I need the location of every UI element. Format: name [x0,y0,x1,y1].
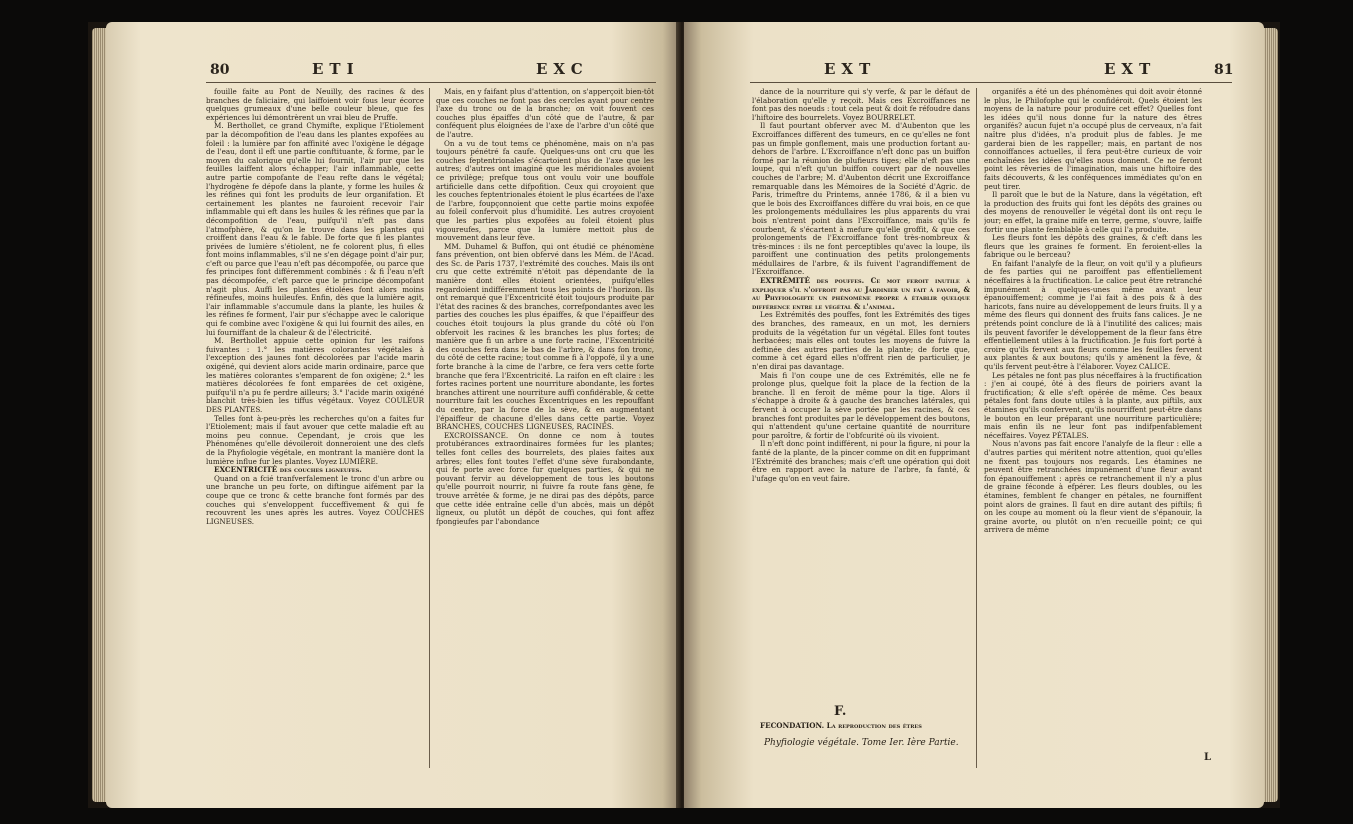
page-edges-right [1264,28,1278,802]
paragraph: fouille faite au Pont de Neuilly, des racines & des branches de faliciaire, qui laiffoient voir fous leur écorce quelques grumeaux d'une belle couleur bleue, que fes expériences lui démontrèrent un vrai bleu de Pruffe. [206,88,424,122]
running-head-right-col2: EXT [1104,60,1157,78]
section-letter: F. [834,704,847,719]
paragraph: M. Berthollet, ce grand Chymifte, explique l'Etiolement par la décompofition de l'eau dans les plantes expofées au foleil : la lumière par fon affinité avec l'oxigène le dégage de l'eau, dont il eft une partie conftituante, & forme, par le moyen du calorique qu'elle lui fournit, l'air pur que les feuilles laiffent alors échapper; l'air inflammable, cette autre partie compofante de l'eau refte dans le végétal; l'hydrogène fe dépofe dans la plante, y forme les huiles & les réfines qui font les produits de leur organifation. Et certainement les plantes ne fauroient recevoir l'air inflammable qui eft dans les huiles & les réfines que par la décompofition de l'eau, puifqu'il n'eft pas dans l'atmofphère, & qu'on le trouve dans les plantes qui croiffent dans l'eau & le fable. De forte que fi les plantes privées de lumière s'étiolent, ne fe colorent plus, fi elles font moins inflammables, s'il ne s'en dégage point d'air pur, c'eft ou parce que l'eau n'eft pas décompofée, ou parce que fes principes font différemment combinés : & fi l'eau n'eft pas décompofée, c'eft parce que le principe décompofant n'agit plus. Auffi les plantes étiolées font alors moins réfineufes, moins huileufes. Enfin, dès que la lumière agit, l'air inflammable s'accumule dans la plante, les huiles & les réfines fe forment, l'air pur s'échappe avec le calorique qui fe combine avec l'oxigène & qui lui fournit des ailes, en lui fourniffant de la chaleur & de l'électricité. [206,121,424,337]
paragraph: On a vu de tout tems ce phénomène, mais on n'a pas toujours pénétré fa caufe. Quelques-uns ont cru que les couches feptentrionales s'écartoient plus de l'axe que les autres; d'autres ont imaginé que les méridionales avoient ce privilège; prefque tous ont voulu voir une bouffole artificielle dans cette difpofition. Ceux qui croyoient que les couches feptentrionales étoient le plus écartées de l'axe de l'arbre, foupçonnoient que cette partie moins expofée au foleil confervoit plus d'humidité. Les autres croyoient que les parties plus expofées au foleil étoient plus vigoureufes, parce que la lumière mettoit plus de mouvement dans leur fève. [436,138,654,243]
paragraph: En faifant l'analyfe de la fleur, on voit qu'il y a plufieurs de fes parties qui ne paroiffent pas effentiellement néceffaires à la fructification. Le calice peut être retranché impunément à quelques-unes même avant leur épanouiffement; comme je l'ai fait à des pois & à des haricots, fans nuire au développement de leurs fruits. Il y a même des fleurs qui donnent des fruits fans calices. Je ne prétends point conclure de là à l'inutilité des calices; mais ils peuvent favorifer le développement de la fleur fans être effentiellement utiles à la fructification. Je fuis fort porté à croire qu'ils fervent aux fleurs comme les feuilles fervent aux plantes & aux boutons; qu'ils y amènent la fève, & qu'ils fervent peut-être à l'élaborer. Voyez CALICE. [984,258,1202,371]
left-page [106,22,680,808]
paragraph: Les pétales ne font pas plus néceffaires à la fructification : j'en ai coupé, ôté à des fleurs de poiriers avant la fructification; & elle s'eft opérée de même. Ces beaux pétales font fans doute utiles à la plante, aux piftils, aux étamines qu'ils confervent, qu'ils nourriffent peut-être dans le bouton en leur préparant une nourriture particulière; mais enfin ils ne leur font pas indifpenfablement néceffaires. Voyez PÉTALES. [984,370,1202,440]
paragraph: M. Berthollet appuie cette opinion fur les raifons fuivantes : 1.° les matières colorantes végétales à l'exception des jaunes font décolorées par l'acide marin oxigéné, qui devient alors acide marin ordinaire, parce que les matières colorantes s'emparent de fon oxigène; 2.° les matières décolorées fe font emparées de cet oxigène, puifqu'il n'a pu fe perdre ailleurs; 3.° l'acide marin oxigéné blanchit très-bien les tiffus végétaux. Voyez COULEUR DES PLANTES. [206,336,424,414]
header-rule-left [206,82,656,83]
paragraph: Il paroît que le but de la Nature, dans la végétation, eft la production des fruits qui font les dépôts des graines ou des moyens de renouveller le végétal dont ils ont reçu le jour; en effet, la graine mife en terre, germe, s'ouvre, laiffe fortir une plante femblable à celle qui l'a produite. [984,190,1202,234]
running-head-left-col2: EXC [536,60,589,78]
running-head-right-col1: EXT [824,60,877,78]
right-column-2 [984,88,1202,748]
page-edges-left [92,28,106,802]
entry-start [752,722,970,736]
right-column-1 [752,88,970,688]
column-rule [976,88,977,768]
left-column-1 [206,88,424,778]
gathering-signature: L [1204,752,1212,763]
running-head-left-col1: ETI [312,60,360,78]
left-column-2 [436,88,654,778]
entry-heading: FÉCONDATION. La reproduction des êtres [760,722,922,730]
header-rule-right [750,82,1232,83]
paragraph: Mais, en y faifant plus d'attention, on s'apperçoit bien-tôt que ces couches ne font pas des cercles ayant pour centre l'axe du tronc ou de la branche; on voit fouvent ces couches plus épaiffes d'un côté que de l'autre, & par conféquent plus éloignées de l'axe de l'arbre d'un côté que de l'autre. [436,88,654,139]
paragraph: Telles font à-peu-près les recherches qu'on a faites fur l'Etiolement; mais il faut avouer que cette maladie eft au moins peu connue. Cependant, je crois que les Phénomènes qu'elle dévoileroit donneroient une des clefs de la Phyfiologie végétale, en montrant la manière dont la lumière influe fur les plantes. Voyez LUMIÈRE. [206,413,424,466]
column-rule [429,88,430,768]
right-page [684,22,1264,808]
paragraph: Les Extrémités des pouffes, font les Extrémités des tiges des branches, des rameaux, en un mot, les derniers produits de la végétation fur un végétal. Elles font toutes herbacées; mais elles ont toutes les moyens de fuivre la deftinée des autres parties de la plante; de forte que, comme à cet égard elles n'offrent rien de particulier, je n'en dirai pas davantage. [752,310,970,371]
paragraph: Il faut pourtant obferver avec M. d'Aubenton que les Excroiffances diffèrent des tumeurs, en ce qu'elles ne font pas un fimple gonflement, mais une production fortant au-dehors de l'arbre. L'Excroiffance n'eft donc pas un buiffon formé par la réunion de plufieurs tiges; elle n'eft pas une loupe, qui n'eft qu'un buiffon couvert par de nouvelles couches de l'arbre; M. d'Aubenton décrit une Excroiffance remarquable dans les Mémoires de la Société d'Agric. de Paris, trimeftre du Printems, année 1786, & il a bien vu que le bois des Excroiffances diffère du vrai bois, en ce que les prolongements médullaires les plus apparents du vrai bois n'entrent point dans l'Excroiffance, mais qu'ils fe courbent, & s'écartent à mefure qu'elle groffit, & que ces prolongements de l'Excroiffance font très-nombreux & très-minces : ils ne font perceptibles qu'avec la loupe, ils paroiffent une continuation des petits prolongements médullaires de l'arbre, & ils fuivent l'agrandiffement de l'Excroiffance. [752,121,970,277]
paragraph: Quand on a fcié tranfverfalement le tronc d'un arbre ou une branche un peu forte, on diftingue aifément par la coupe que ce tronc & cette branche font formés par des couches qui s'enveloppent fucceffivement & qui fe recouvrent les unes après les autres. Voyez COUCHES LIGNEUSES. [206,473,424,526]
paragraph: MM. Duhamel & Buffon, qui ont étudié ce phénomène fans prévention, ont bien obfervé dans les Mém. de l'Acad. des Sc. de Paris 1737, l'extrémité des couches. Mais ils ont cru que cette extrémité n'étoit pas dépendante de la manière dont elles étoient orientées, puifqu'elles regardoient indifféremment tous les points de l'horizon. Ils ont remarqué que l'Excentricité étoit toujours produite par l'état des racines & des branches, correfpondantes avec les parties des couches les plus épaiffes, & que l'épaiffeur des couches étoit toujours la plus grande du côté où l'on obfervoit les racines & les branches les plus fortes; de manière que fi un arbre a une forte racine, l'Excentricité des couches fera dans le bas de l'arbre, & dans fon tronc, du côté de cette racine; tout comme fi à l'oppofé, il y a une forte branche à la cime de l'arbre, ce fera vers cette forte branche que fera l'Excentricité. La raifon en eft claire : les fortes racines portent une nourriture abondante, les fortes branches attirent une nourriture auffi confidérable, & cette nourriture fait les couches Excentriques en les repouffant du centre, par la force de la sève, & en augmentant l'épaiffeur de chacune d'elles dans cette partie. Voyez BRANCHES, COUCHES LIGNEUSES, RACINES. [436,241,654,432]
paragraph: Mais fi l'on coupe une de ces Extrémités, elle ne fe prolonge plus, quelque foit la place de la fection de la branche. Il en feroit de même pour la tige. Alors il s'échappe à droite & à gauche des branches latérales, qui fervent à occuper la sève portée par les racines, & ces branches font produites par le développement des boutons, qui n'attendent qu'une certaine quantité de nourriture pour paroître, & fortir de l'obfcurité où ils vivoient. [752,370,970,440]
page-number-left: 80 [210,62,230,78]
page-number-right: 81 [1214,62,1234,78]
open-book [88,22,1280,808]
paragraph: dance de la nourriture qui s'y verfe, & par le défaut de l'élaboration qu'elle y reçoit. Mais ces Excroiffances ne font pas des noeuds : tout cela peut & doit fe réfoudre dans l'hiftoire des bourrelets. Voyez BOURRELET. [752,88,970,122]
footer-signature-line: Phyfiologie végétale. Tome Ier. Ière Partie. [764,738,959,748]
paragraph: Les fleurs font les dépôts des graines, & c'eft dans les fleurs que les graines fe forment. En feroient-elles la fabrique ou le berceau? [984,233,1202,260]
paragraph: Nous n'avons pas fait encore l'analyfe de la fleur : elle a d'autres parties qui méritent notre attention, quoi qu'elles ne fixent pas toujours nos regards. Les étamines ne peuvent être retranchées impunément d'une fleur avant fon épanouiffement : après ce retranchement il n'y a plus de graine féconde à efpérer. Les fleurs doubles, ou les étamines, femblent fe changer en pétales, ne fourniffent point alors de graines. Il faut en dire autant des piftils; fi on les coupe au moment où la fleur vient de s'épanouir, la graine avorte, ou plutôt on n'en recueille point; ce qui arrivera de même [984,439,1202,535]
paragraph: organifés a été un des phénomènes qui doit avoir étonné le plus, le Philofophe qui le confidéroit. Quels étoient les moyens de la nature pour produire cet effet? Quelles font les idées qu'il nous donne fur la nature des êtres organifés? aucun fujet n'a occupé plus de cerveaux, n'a fait naître plus d'idées, n'a produit plus de fables. Je me garderai bien de les rappeller; mais, en partant de nos connoiffances actuelles, il fera peut-être curieux de voir enchaînées les idées qu'elles nous donnent. Ce ne feront point les rêveries de l'imagination, mais une hiftoire des faits découverts, & les conféquences immédiates qu'on en peut tirer. [984,88,1202,191]
entry-heading: EXCENTRICITÉ des couches ligneufes. [214,465,362,475]
paragraph: Il n'eft donc point indifférent, ni pour la figure, ni pour la fanté de la plante, de la pincer comme on dit en fupprimant l'Extrémité des branches; mais c'eft une opération qui doit être en rapport avec la nature de l'arbre, fa fanté, & l'ufage qu'on en veut faire. [752,439,970,483]
paragraph: EXCROISSANCE. On donne ce nom à toutes protubérances extraordinaires formées fur les plantes; telles font celles des bourrelets, des plaies faites aux arbres; elles font toutes l'effet d'une sève furabondante, qui fe porte avec force fur quelques parties, & qui ne pouvant fervir au développement de tous les boutons qu'elle pourroit nourrir, ni fuivre fa route fans gène, fe trouve arrêtée & forme, je ne dirai pas des dépôts, parce que cette idée entraîne celle d'un abcès, mais un dépôt ligneux, ou plutôt un dépôt de couches, qui font affez fpongieufes par l'abondance [436,430,654,526]
paragraph: EXTRÉMITÉ des pouffes. Ce mot feroit inutile à expliquer s'il n'offroit pas au Jardinier un fait à favoir, & au Phyfiologifte un phénomène propre à établir quelque différence entre le végétal & l'animal. [752,276,970,311]
